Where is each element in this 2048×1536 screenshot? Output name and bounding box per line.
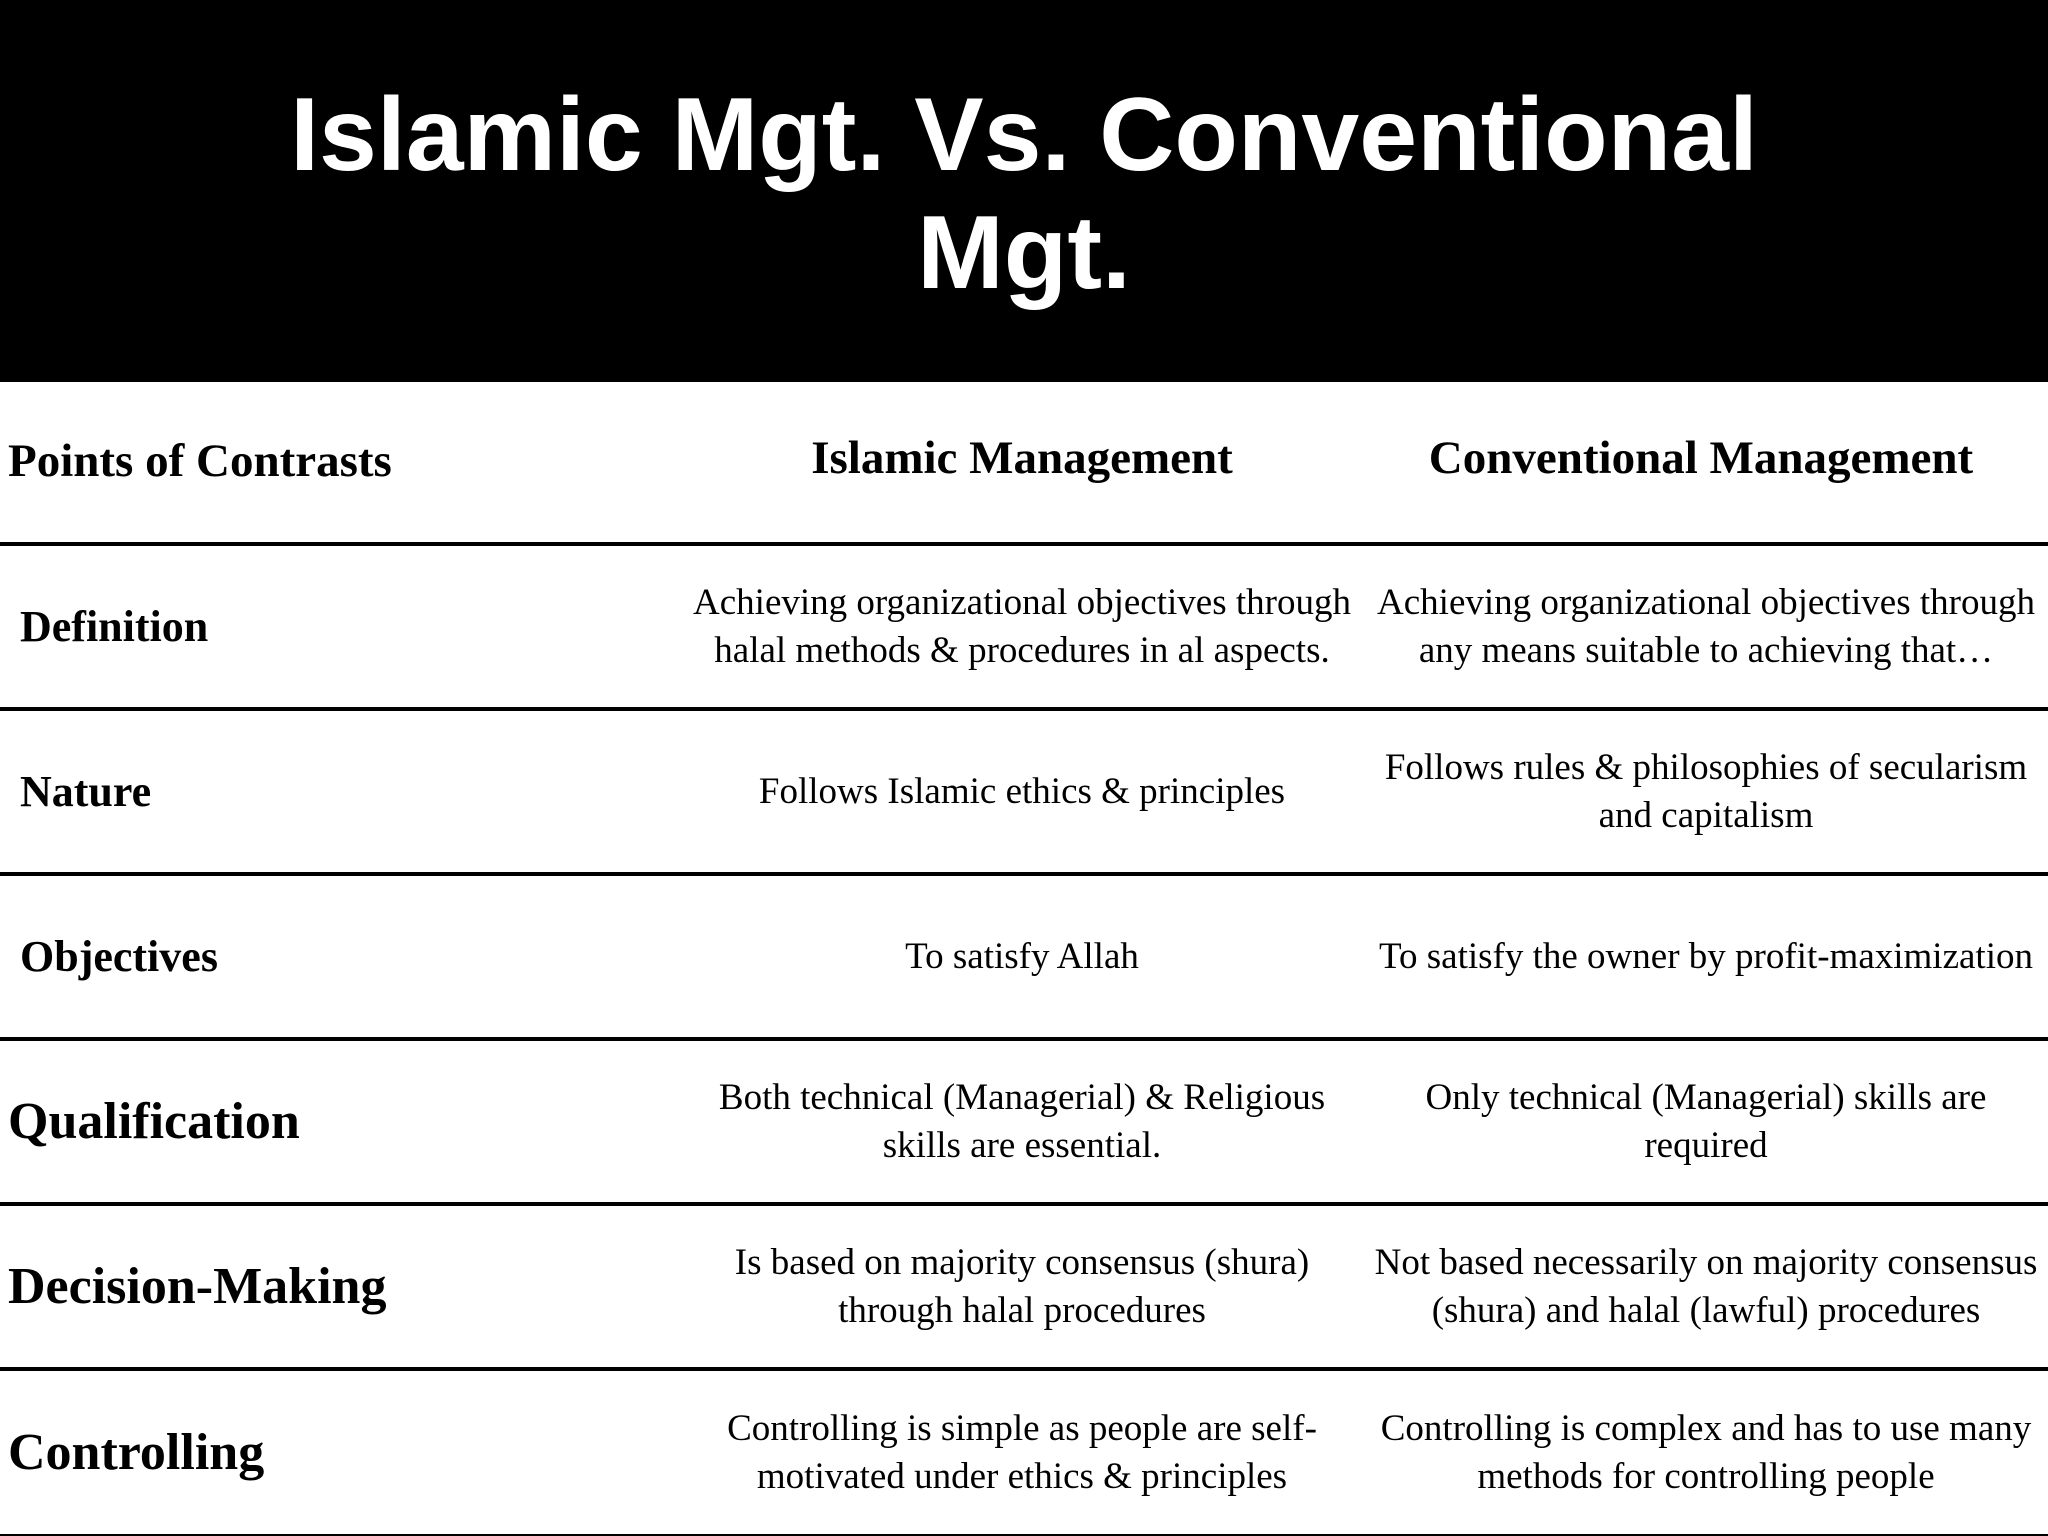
islamic-cell: [680, 1206, 1364, 1367]
slide-title: [174, 70, 1874, 312]
islamic-cell: [680, 711, 1364, 872]
islamic-text: Is based on majority consensus (shura) through halal procedures: [734, 1241, 1310, 1331]
islamic-text: Controlling is simple as people are self-motivated under ethics & principles: [727, 1407, 1317, 1497]
table-row: [0, 1371, 2048, 1536]
point-label: Nature: [20, 767, 152, 816]
conventional-text: To satisfy the owner by profit-maximization: [1378, 935, 2033, 977]
comparison-table: [0, 382, 2048, 1536]
conventional-text: Achieving organizational objectives through any means suitable to achieving that…: [1377, 581, 2035, 671]
conventional-cell: [1364, 1371, 2048, 1534]
islamic-text: Achieving organizational objectives through halal methods & procedures in al aspects.: [693, 581, 1351, 671]
table-row: [0, 711, 2048, 876]
conventional-cell: [1364, 711, 2048, 872]
table-row: [0, 1206, 2048, 1371]
islamic-text: Both technical (Managerial) & Religious skills are essential.: [718, 1076, 1326, 1166]
slide-title-line-1: Islamic Mgt. Vs. Conventional: [290, 77, 1758, 193]
point-label: Objectives: [20, 932, 218, 981]
conventional-text: Follows rules & philosophies of secularism and capitalism: [1384, 746, 2028, 836]
table-row: [0, 876, 2048, 1041]
point-label: Decision-Making: [8, 1258, 387, 1315]
slide-title-line-2: Mgt.: [917, 195, 1131, 311]
header-conventional-management: Conventional Management: [1428, 432, 1974, 484]
point-label: Definition: [20, 602, 209, 651]
islamic-cell: [680, 1041, 1364, 1202]
table-row: [0, 546, 2048, 711]
conventional-text: Only technical (Managerial) skills are required: [1425, 1076, 1987, 1166]
islamic-text: To satisfy Allah: [905, 935, 1139, 977]
point-label: Controlling: [8, 1424, 265, 1481]
islamic-cell: [680, 876, 1364, 1037]
point-label: Qualification: [8, 1093, 300, 1150]
islamic-cell: [680, 546, 1364, 707]
islamic-text: Follows Islamic ethics & principles: [758, 770, 1286, 812]
table-row: [0, 1041, 2048, 1206]
title-banner: [0, 0, 2048, 382]
table-header-row: [0, 382, 2048, 546]
conventional-text: Not based necessarily on majority consensus (shura) and halal (lawful) procedures: [1374, 1241, 2038, 1331]
conventional-text: Controlling is complex and has to use many methods for controlling people: [1380, 1407, 2032, 1497]
conventional-cell: [1364, 876, 2048, 1037]
header-islamic-management: Islamic Management: [811, 432, 1233, 484]
conventional-cell: [1364, 1206, 2048, 1367]
conventional-cell: [1364, 546, 2048, 707]
header-points-of-contrasts: Points of Contrasts: [8, 435, 392, 487]
islamic-cell: [680, 1371, 1364, 1534]
conventional-cell: [1364, 1041, 2048, 1202]
